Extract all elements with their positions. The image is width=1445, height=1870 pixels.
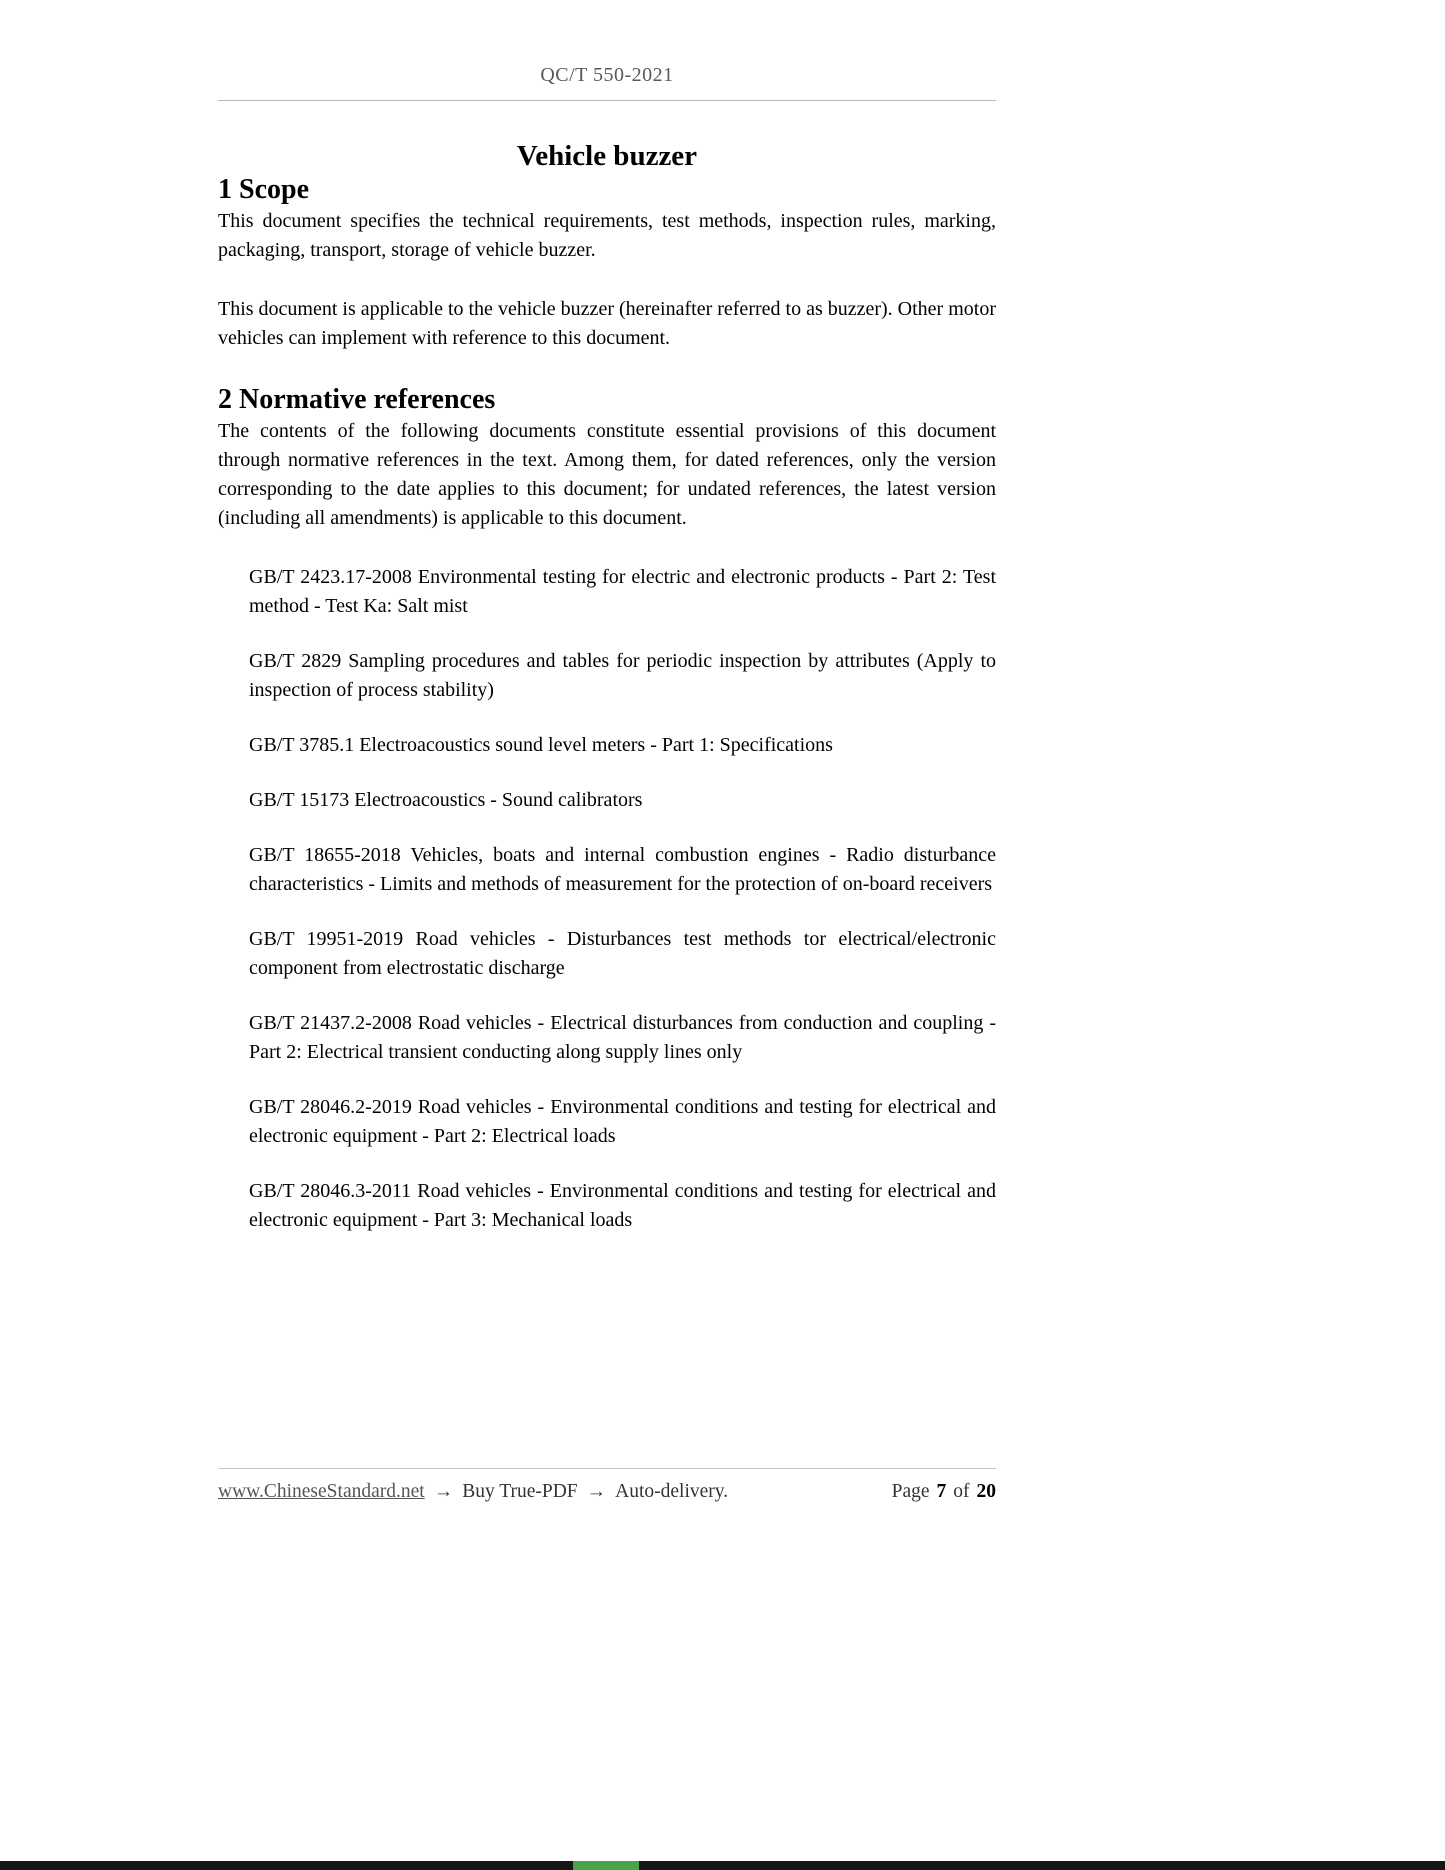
reference-item: GB/T 28046.2-2019 Road vehicles - Environmental conditions and testing for electrical and electronic equipment - Part 2: Electrical loads bbox=[249, 1096, 996, 1147]
footer-left bbox=[218, 1481, 728, 1503]
reference-item: GB/T 28046.3-2011 Road vehicles - Environmental conditions and testing for electrical and electronic equipment - Part 3: Mechanical loads bbox=[249, 1180, 996, 1231]
section-heading-scope: 1 Scope bbox=[218, 174, 309, 205]
page-indicator bbox=[892, 1481, 996, 1503]
reference-item: GB/T 18655-2018 Vehicles, boats and internal combustion engines - Radio disturbance characteristics - Limits and methods of measurement for the protection of on-board receivers bbox=[249, 844, 996, 895]
arrow-right-icon: → bbox=[586, 1481, 607, 1502]
footer-delivery-text: Auto-delivery. bbox=[615, 1481, 729, 1502]
total-pages: 20 bbox=[976, 1481, 996, 1502]
paragraph: This document specifies the technical requirements, test methods, inspection rules, marking, packaging, transport, storage of vehicle buzzer. bbox=[218, 210, 996, 261]
running-header bbox=[218, 64, 996, 87]
bottom-bar-green-segment bbox=[573, 1861, 639, 1870]
page-footer bbox=[218, 1468, 996, 1503]
section-heading-normative-references: 2 Normative references bbox=[218, 384, 496, 415]
page-content bbox=[218, 0, 996, 1261]
reference-item: GB/T 15173 Electroacoustics - Sound calibrators bbox=[249, 789, 643, 811]
reference-item: GB/T 19951-2019 Road vehicles - Disturbances test methods tor electrical/electronic component from electrostatic discharge bbox=[249, 928, 996, 979]
website-link[interactable]: www.ChineseStandard.net bbox=[218, 1481, 425, 1502]
reference-item: GB/T 21437.2-2008 Road vehicles - Electrical disturbances from conduction and coupling - Part 2: Electrical transient conducting along supply lines only bbox=[249, 1012, 996, 1063]
page-number: 7 bbox=[936, 1481, 947, 1502]
reference-item: GB/T 3785.1 Electroacoustics sound level meters - Part 1: Specifications bbox=[249, 734, 833, 756]
footer-buy-text: Buy True-PDF bbox=[462, 1481, 578, 1502]
reference-item: GB/T 2829 Sampling procedures and tables for periodic inspection by attributes (Apply to inspection of process stability) bbox=[249, 650, 996, 701]
footer-divider bbox=[218, 1468, 996, 1469]
doc-number: QC/T 550-2021 bbox=[540, 64, 674, 86]
paragraph: This document is applicable to the vehicle buzzer (hereinafter referred to as buzzer). Other motor vehicles can implement with reference to this document. bbox=[218, 298, 996, 349]
paragraph: The contents of the following documents constitute essential provisions of this document through normative references in the text. Among them, for dated references, only the version corresponding to the date applies to this document; for undated references, the latest version (including all amendments) is applicable to this document. bbox=[218, 420, 996, 529]
document-title: Vehicle buzzer bbox=[516, 140, 698, 172]
of-word: of bbox=[953, 1481, 970, 1502]
footer-row bbox=[218, 1481, 996, 1503]
bottom-bar bbox=[0, 1861, 1445, 1870]
page-word: Page bbox=[891, 1481, 930, 1502]
arrow-right-icon: → bbox=[433, 1481, 454, 1502]
reference-item: GB/T 2423.17-2008 Environmental testing for electric and electronic products - Part 2: Test method - Test Ka: Salt mist bbox=[249, 566, 996, 617]
header-divider bbox=[218, 100, 996, 101]
